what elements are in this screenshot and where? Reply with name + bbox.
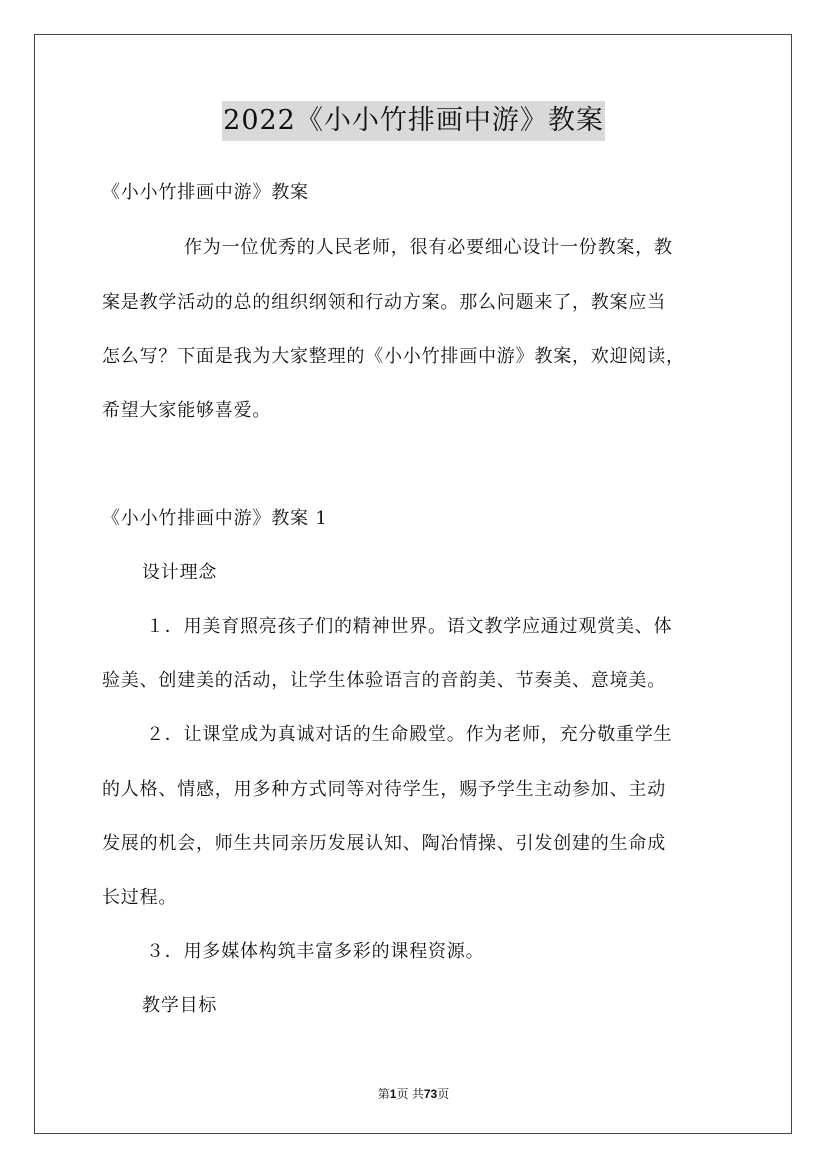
intro-line-1: 作为一位优秀的人民老师，很有必要细心设计一份教案，教 xyxy=(184,237,673,258)
footer-mid: 页 共 xyxy=(396,1087,424,1101)
intro-line-4: 希望大家能够喜爱。 xyxy=(102,400,272,421)
footer-prefix: 第 xyxy=(377,1087,390,1101)
footer-total-pages: 73 xyxy=(423,1087,438,1101)
goals-heading: 教学目标 xyxy=(142,995,218,1016)
intro-line-3: 怎么写？下面是我为大家整理的《小小竹排画中游》教案，欢迎阅读， xyxy=(102,346,685,367)
point1-line-1: １．用美育照亮孩子们的精神世界。语文教学应通过观赏美、体 xyxy=(146,616,673,637)
footer-suffix: 页 xyxy=(437,1087,450,1101)
document-title-wrap xyxy=(0,101,827,141)
point2-line-1: ２．让课堂成为真诚对话的生命殿堂。作为老师，充分敬重学生 xyxy=(146,724,673,745)
design-heading: 设计理念 xyxy=(142,562,218,583)
point2-line-3: 发展的机会，师生共同亲历发展认知、陶冶情操、引发创建的生命成 xyxy=(102,833,666,854)
point2-line-4: 长过程。 xyxy=(102,887,178,908)
footer-page-number: 1 xyxy=(389,1087,397,1101)
section-title: 《小小竹排画中游》教案 1 xyxy=(102,508,328,529)
point1-line-2: 验美、创建美的活动，让学生体验语言的音韵美、节奏美、意境美。 xyxy=(102,670,666,691)
point2-line-2: 的人格、情感，用多种方式同等对待学生，赐予学生主动参加、主动 xyxy=(102,779,666,800)
point3-line: ３．用多媒体构筑丰富多彩的课程资源。 xyxy=(146,941,485,962)
intro-line-2: 案是教学活动的总的组织纲领和行动方案。那么问题来了，教案应当 xyxy=(102,292,666,313)
subtitle: 《小小竹排画中游》教案 xyxy=(102,182,309,203)
document-title: 2022《小小竹排画中游》教案 xyxy=(222,101,605,141)
page-footer xyxy=(0,1085,827,1102)
